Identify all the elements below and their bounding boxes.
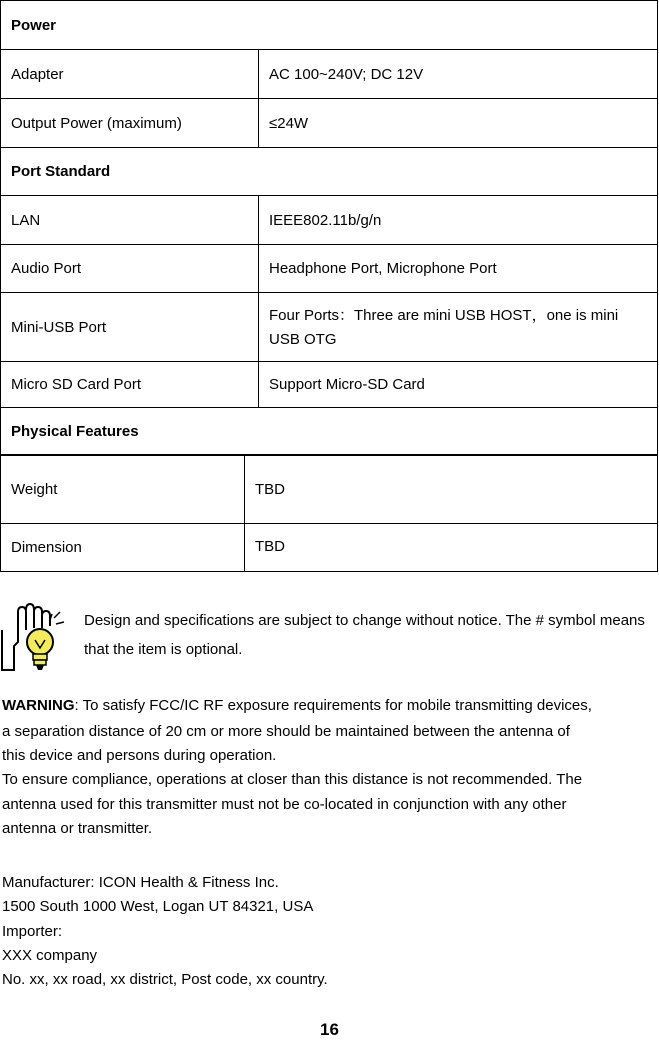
spec-label: Micro SD Card Port: [1, 362, 259, 408]
spec-label: Dimension: [1, 524, 245, 572]
warning-line: antenna or transmitter.: [2, 820, 153, 837]
page-number: 16: [320, 1020, 339, 1039]
spec-value: Support Micro-SD Card: [259, 362, 658, 408]
warning-line: To ensure compliance, operations at closer than this distance is not recommended. The: [2, 771, 583, 788]
table-row: [1, 408, 658, 456]
warning-line: a separation distance of 20 cm or more should be maintained between the antenna of: [2, 723, 570, 740]
spec-label: Weight: [1, 455, 245, 524]
hand-lightbulb-icon: [0, 600, 70, 676]
warning-text: : To satisfy FCC/IC RF exposure requirements for mobile transmitting devices,: [74, 697, 592, 714]
table-row: [1, 99, 658, 148]
table-row: [1, 362, 658, 408]
spec-label: Adapter: [1, 50, 259, 99]
physical-table: [0, 454, 658, 572]
spec-value: [259, 293, 658, 362]
spec-value-line: Four Ports：Three are mini USB HOST，one is mini: [269, 307, 619, 324]
importer-label: Importer:: [2, 923, 63, 940]
spec-value: Headphone Port, Microphone Port: [259, 245, 658, 293]
manufacturer-address: 1500 South 1000 West, Logan UT 84321, USA: [2, 898, 314, 915]
note-text: Design and specifications are subject to change without notice. The # symbol means that the item is optional.: [84, 612, 645, 658]
spec-value: TBD: [245, 455, 658, 524]
spec-value: TBD: [245, 524, 658, 572]
table-row: [1, 524, 658, 572]
table-row: [1, 196, 658, 245]
spec-value: ≤24W: [259, 99, 658, 148]
warning-line: this device and persons during operation.: [2, 747, 277, 764]
importer-name: XXX company: [2, 947, 98, 964]
spec-label: Mini-USB Port: [1, 293, 259, 362]
manufacturer-line: Manufacturer: ICON Health & Fitness Inc.: [2, 874, 279, 891]
importer-address: No. xx, xx road, xx district, Post code, xx country.: [2, 971, 328, 988]
table-row: [1, 50, 658, 99]
spec-value-line: USB OTG: [269, 331, 337, 348]
spec-value: AC 100~240V; DC 12V: [259, 50, 658, 99]
section-title-physical: Physical Features: [1, 408, 658, 456]
table-row: [1, 245, 658, 293]
spec-value: IEEE802.11b/g/n: [259, 196, 658, 245]
spec-label: Audio Port: [1, 245, 259, 293]
warning-line: antenna used for this transmitter must not be co-located in conjunction with any other: [2, 796, 567, 813]
spec-label: LAN: [1, 196, 259, 245]
section-title-port: Port Standard: [1, 148, 658, 196]
table-row: [1, 455, 658, 524]
spec-label: Output Power (maximum): [1, 99, 259, 148]
warning-label: WARNING: [2, 697, 75, 714]
table-row: [1, 1, 658, 50]
table-row: [1, 293, 658, 362]
section-title-power: Power: [1, 1, 658, 50]
table-row: [1, 148, 658, 196]
specs-table: [0, 0, 658, 456]
warning-line: [2, 695, 592, 718]
